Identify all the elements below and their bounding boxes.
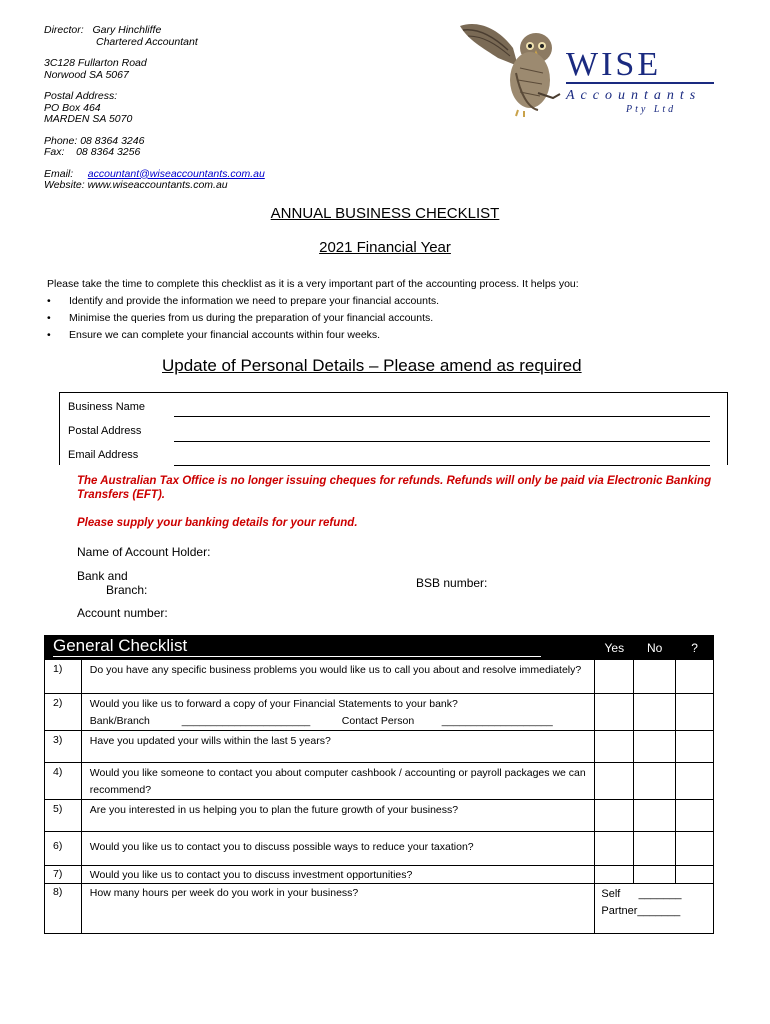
table-row <box>45 763 714 800</box>
item-number: 7) <box>45 866 82 884</box>
item-number: 4) <box>45 763 82 800</box>
table-row <box>45 832 714 866</box>
page-title: ANNUAL BUSINESS CHECKLIST <box>270 205 500 222</box>
item-number: 6) <box>45 832 82 866</box>
logo-wise-text: WISE <box>566 46 662 83</box>
email-label: Email: <box>44 167 74 180</box>
personal-details-heading: Update of Personal Details – Please amend as required <box>162 356 582 375</box>
email-address-label: Email Address <box>68 449 139 461</box>
director-name: Gary Hinchliffe <box>92 24 162 36</box>
website: Website: www.wiseaccountants.com.au <box>44 179 228 191</box>
phone: Phone: 08 8364 3246 <box>44 134 145 147</box>
no-checkbox[interactable] <box>634 866 676 884</box>
logo-pty-text: Pty Ltd <box>626 104 677 115</box>
item-text: Have you updated your wills within the last 5 years? <box>81 731 595 763</box>
unsure-checkbox[interactable] <box>676 763 714 800</box>
yes-checkbox[interactable] <box>595 866 634 884</box>
unsure-checkbox[interactable] <box>676 694 714 731</box>
bullet-item: • Minimise the queries from us during the preparation of your financial accounts. <box>47 312 434 324</box>
postal-line1: PO Box 464 <box>44 101 101 114</box>
checklist-title-cell <box>45 636 595 660</box>
yes-checkbox[interactable] <box>595 731 634 763</box>
bank-label: Bank and <box>77 569 128 583</box>
partner-hours-field[interactable]: Partner_______ <box>601 905 681 917</box>
unsure-checkbox[interactable] <box>676 660 714 694</box>
table-row <box>45 800 714 832</box>
bank-branch-field[interactable]: ______________________ <box>181 715 311 727</box>
bsb-label: BSB number: <box>416 576 488 590</box>
hours-cell <box>595 884 714 934</box>
table-row <box>45 866 714 884</box>
no-checkbox[interactable] <box>634 731 676 763</box>
bullet-item: • Identify and provide the information we need to prepare your financial accounts. <box>47 295 440 307</box>
item-text: Would you like us to forward a copy of your Financial Statements to your bank? <box>89 698 458 710</box>
table-row <box>45 731 714 763</box>
checklist-title: General Checklist <box>53 636 541 657</box>
table-row <box>45 660 714 694</box>
item-number: 3) <box>45 731 82 763</box>
yes-checkbox[interactable] <box>595 660 634 694</box>
postal-address-field[interactable] <box>174 441 710 442</box>
business-name-field[interactable] <box>174 416 710 417</box>
no-checkbox[interactable] <box>634 800 676 832</box>
branch-label: Branch: <box>106 583 148 597</box>
item-number: 2) <box>45 694 82 731</box>
page-subtitle: 2021 Financial Year <box>319 239 451 256</box>
director-title: Chartered Accountant <box>96 35 198 48</box>
yes-checkbox[interactable] <box>595 800 634 832</box>
postal-label: Postal Address: <box>44 90 118 102</box>
business-name-label: Business Name <box>68 401 146 413</box>
no-header: No <box>634 636 676 660</box>
wise-logo <box>458 18 718 118</box>
email-address-field[interactable] <box>174 465 710 466</box>
owl-icon <box>458 18 568 118</box>
item-number: 8) <box>45 884 82 934</box>
no-checkbox[interactable] <box>634 832 676 866</box>
self-hours-field[interactable]: Self _______ <box>601 888 682 900</box>
refund-notice: The Australian Tax Office is no longer issuing cheques for refunds. Refunds will only be paid via Electronic Banking Transfers (EFT). <box>77 475 712 501</box>
item-text: Do you have any specific business problems you would like us to call you about and resolve immediately? <box>81 660 595 694</box>
unsure-checkbox[interactable] <box>676 832 714 866</box>
table-row <box>45 694 714 731</box>
item-text: Would you like us to contact you to discuss possible ways to reduce your taxation? <box>81 832 595 866</box>
fax-label: Fax: <box>44 146 65 158</box>
street-address: 3C128 Fullarton Road <box>44 57 147 69</box>
no-checkbox[interactable] <box>634 763 676 800</box>
suburb-address: Norwood SA 5067 <box>44 68 129 81</box>
item-number: 1) <box>45 660 82 694</box>
contact-person-label: Contact Person <box>341 715 415 727</box>
postal-line2: MARDEN SA 5070 <box>44 113 133 125</box>
bullet-item: • Ensure we can complete your financial accounts within four weeks. <box>47 329 381 341</box>
item-text: How many hours per week do you work in your business? <box>81 884 595 934</box>
item-cell <box>81 694 595 731</box>
item-number: 5) <box>45 800 82 832</box>
intro-bullets <box>47 295 439 346</box>
yes-header: Yes <box>595 636 634 660</box>
director-label: Director: <box>44 24 84 36</box>
general-checklist-table <box>44 635 714 934</box>
item-text: Are you interested in us helping you to plan the future growth of your business? <box>81 800 595 832</box>
fax: 08 8364 3256 <box>76 146 141 158</box>
contact-block <box>44 25 265 192</box>
unsure-header: ? <box>676 636 714 660</box>
item-text: Would you like someone to contact you about computer cashbook / accounting or payroll packages we can recommend? <box>81 763 595 800</box>
postal-address-label: Postal Address <box>68 425 142 437</box>
unsure-checkbox[interactable] <box>676 800 714 832</box>
unsure-checkbox[interactable] <box>676 731 714 763</box>
no-checkbox[interactable] <box>634 694 676 731</box>
intro-text: Please take the time to complete this checklist as it is a very important part of the accounting process. It helps you: <box>47 278 579 290</box>
logo-divider <box>566 82 714 84</box>
account-holder-label: Name of Account Holder: <box>77 545 211 559</box>
item-text: Would you like us to contact you to discuss investment opportunities? <box>81 866 595 884</box>
unsure-checkbox[interactable] <box>676 866 714 884</box>
bank-details-line <box>90 713 588 730</box>
contact-person-field[interactable]: ___________________ <box>441 715 553 727</box>
email-link[interactable]: accountant@wiseaccountants.com.au <box>87 167 265 180</box>
no-checkbox[interactable] <box>634 660 676 694</box>
bank-branch-label: Bank/Branch <box>89 715 150 727</box>
banking-request: Please supply your banking details for your refund. <box>77 517 358 529</box>
yes-checkbox[interactable] <box>595 763 634 800</box>
yes-checkbox[interactable] <box>595 694 634 731</box>
table-row <box>45 884 714 934</box>
personal-details-box <box>59 392 728 465</box>
account-number-label: Account number: <box>77 606 168 620</box>
logo-accountants-text: Accountants <box>566 88 702 103</box>
yes-checkbox[interactable] <box>595 832 634 866</box>
